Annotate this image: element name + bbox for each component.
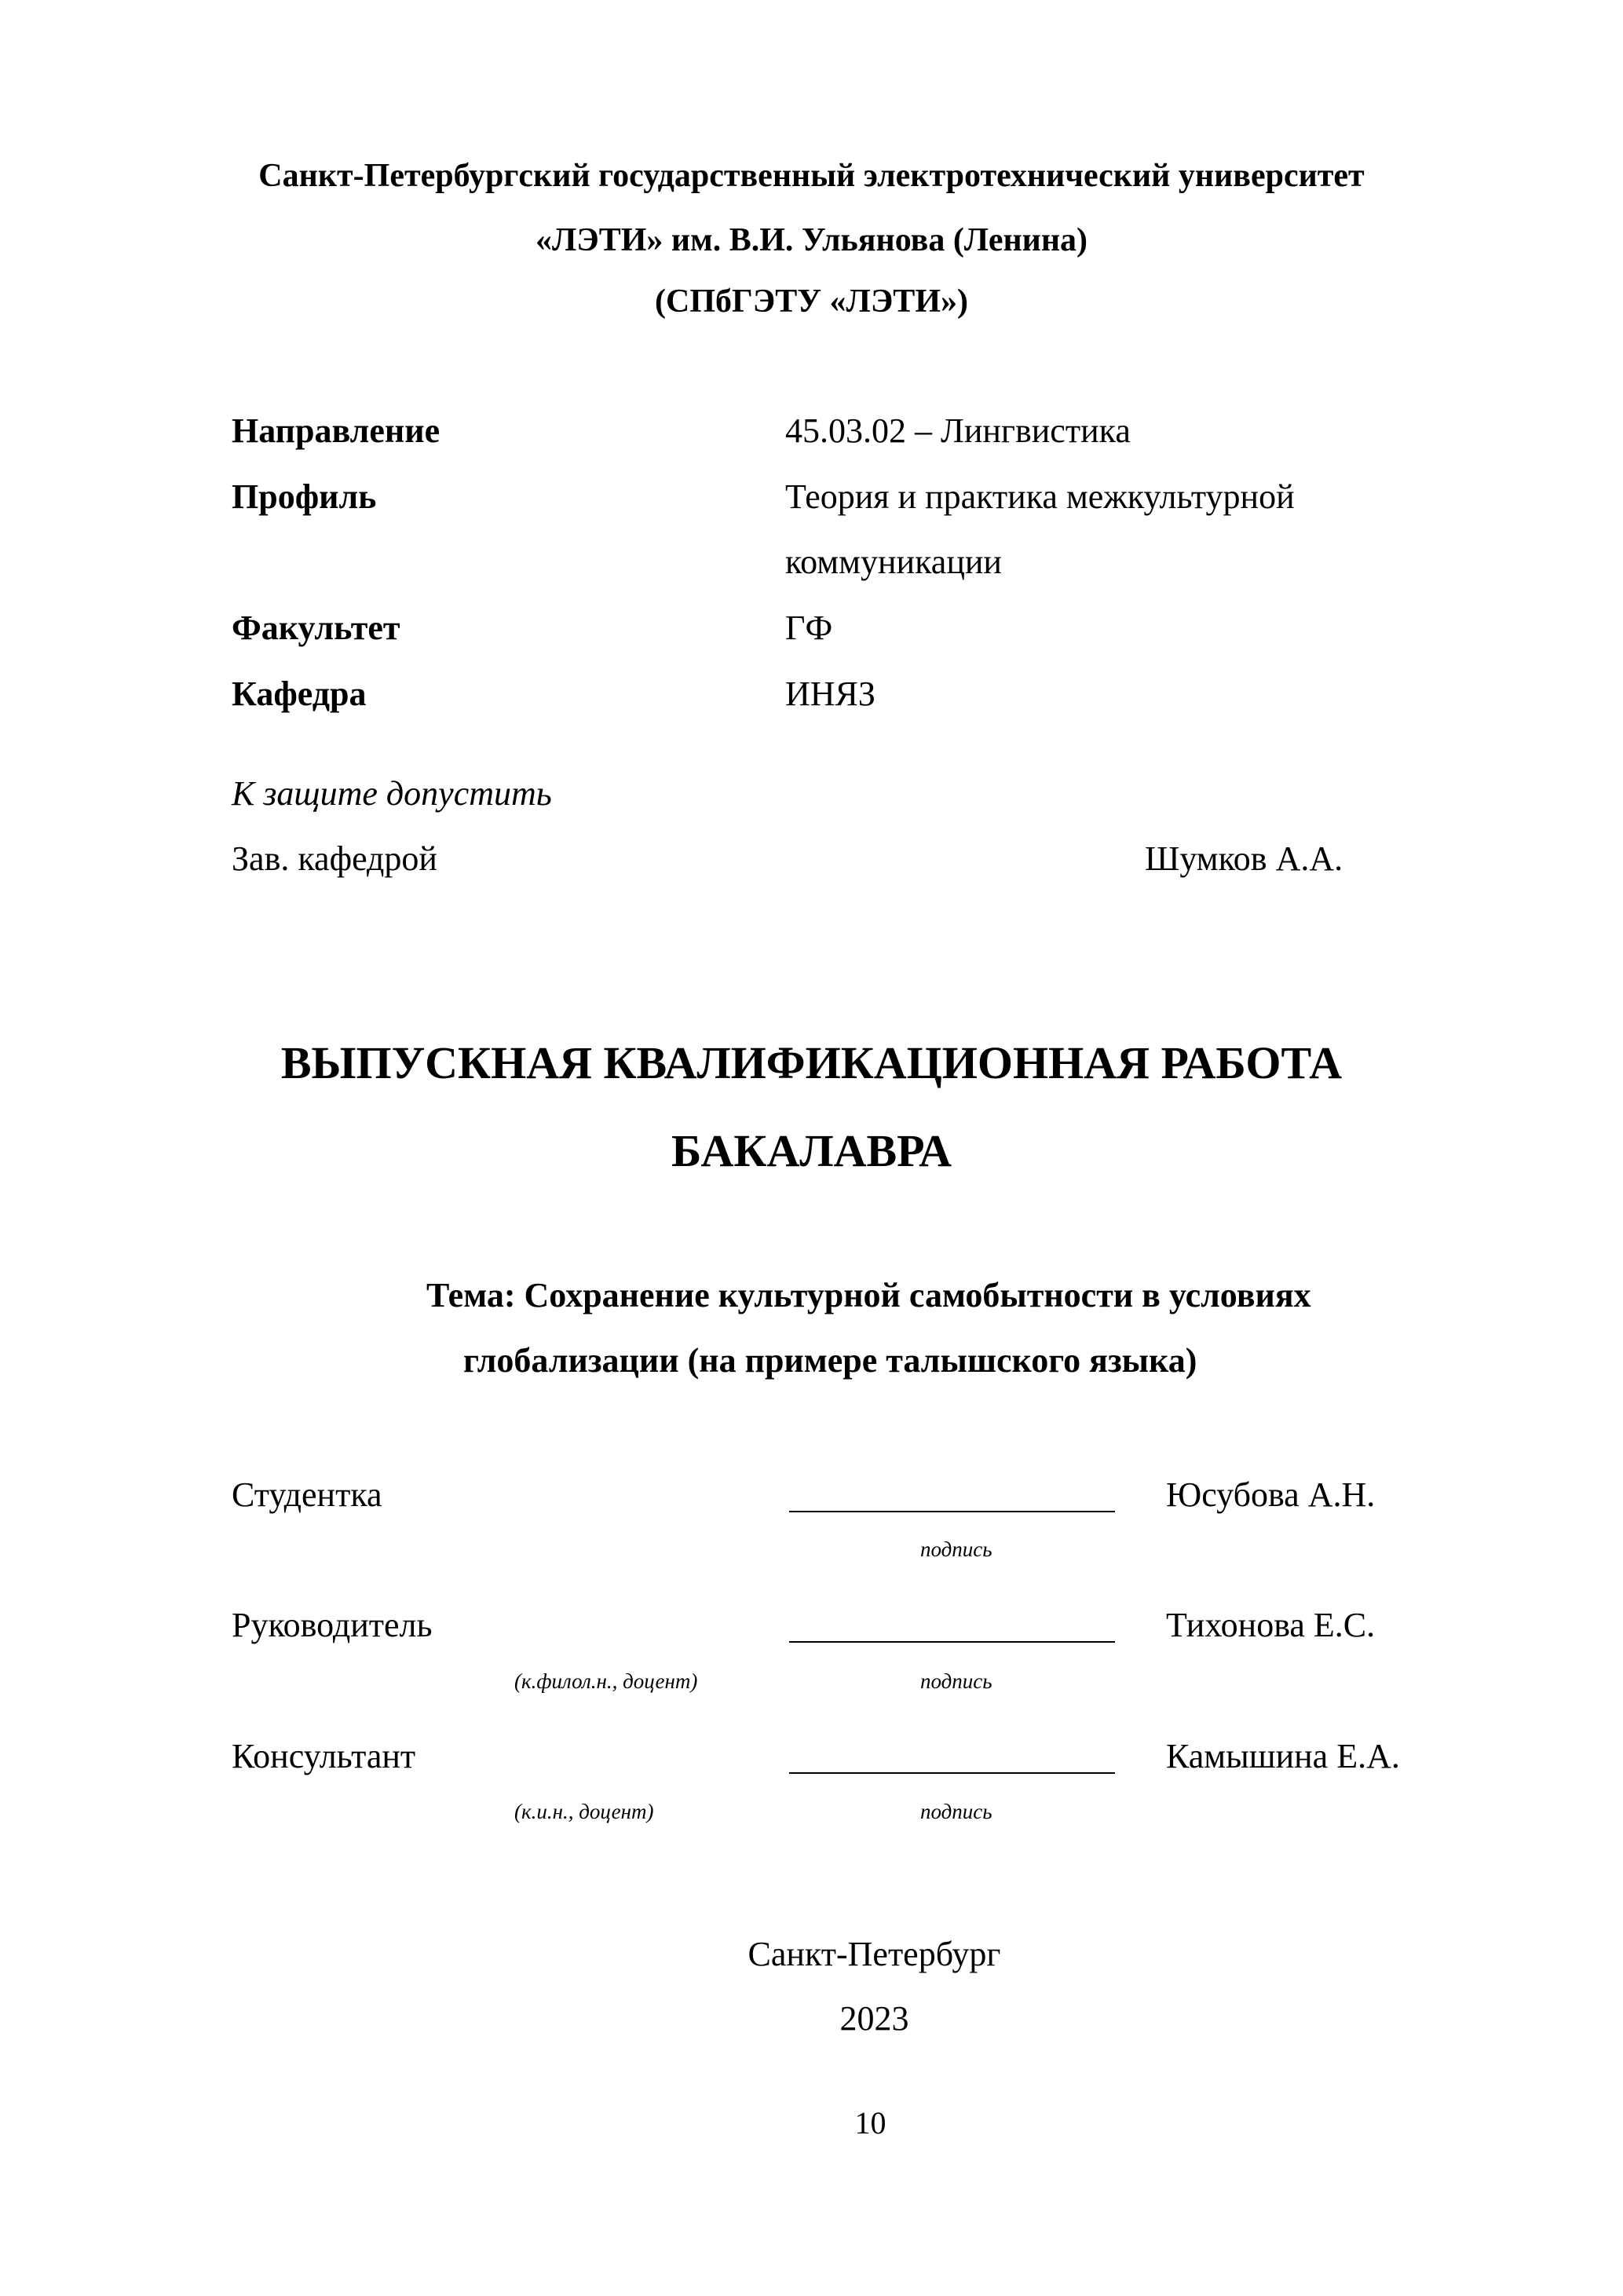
direction-value: 45.03.02 – Лингвистика [785,411,1131,450]
page-number: 10 [854,2105,886,2141]
department-value: ИНЯЗ [785,675,875,713]
consultant-label: Консультант [232,1737,416,1775]
topic-line1: Тема: Сохранение культурной самобытности в условиях [426,1276,1311,1314]
document-title-line2: БАКАЛАВРА [671,1125,952,1176]
profile-value-line2: коммуникации [785,543,1002,581]
student-label: Студентка [232,1475,382,1514]
faculty-value: ГФ [785,609,833,647]
student-name: Юсубова А.Н. [1166,1475,1376,1514]
city: Санкт-Петербург [748,1935,1001,1973]
head-of-department-label: Зав. кафедрой [232,839,437,878]
university-abbreviation: (СПбГЭТУ «ЛЭТИ») [655,283,968,320]
university-name-line2: «ЛЭТИ» им. В.И. Ульянова (Ленина) [535,222,1088,258]
admission-label: К защите допустить [232,774,552,813]
student-signature-line [789,1511,1115,1512]
consultant-degree: (к.и.н., доцент) [514,1800,654,1823]
profile-label: Профиль [232,477,377,516]
profile-value-line1: Теория и практика межкультурной [785,477,1295,516]
head-of-department-name: Шумков А.А. [1145,839,1343,878]
document-title-line1: ВЫПУСКНАЯ КВАЛИФИКАЦИОННАЯ РАБОТА [280,1037,1343,1088]
faculty-label: Факультет [232,609,400,647]
student-signature-caption: подпись [920,1537,992,1561]
direction-label: Направление [232,411,440,450]
supervisor-degree: (к.филол.н., доцент) [514,1669,698,1693]
topic-line2: глобализации (на примере талышского языка) [463,1341,1197,1380]
year: 2023 [839,1999,909,2038]
consultant-signature-line [789,1772,1115,1774]
supervisor-signature-line [789,1641,1115,1643]
consultant-name: Камышина Е.А. [1166,1737,1400,1775]
department-label: Кафедра [232,675,367,713]
consultant-signature-caption: подпись [920,1800,992,1823]
university-name: Санкт-Петербургский государственный электротехнический университет [258,158,1365,194]
supervisor-signature-caption: подпись [920,1669,992,1693]
supervisor-label: Руководитель [232,1606,433,1644]
supervisor-name: Тихонова Е.С. [1166,1606,1376,1644]
